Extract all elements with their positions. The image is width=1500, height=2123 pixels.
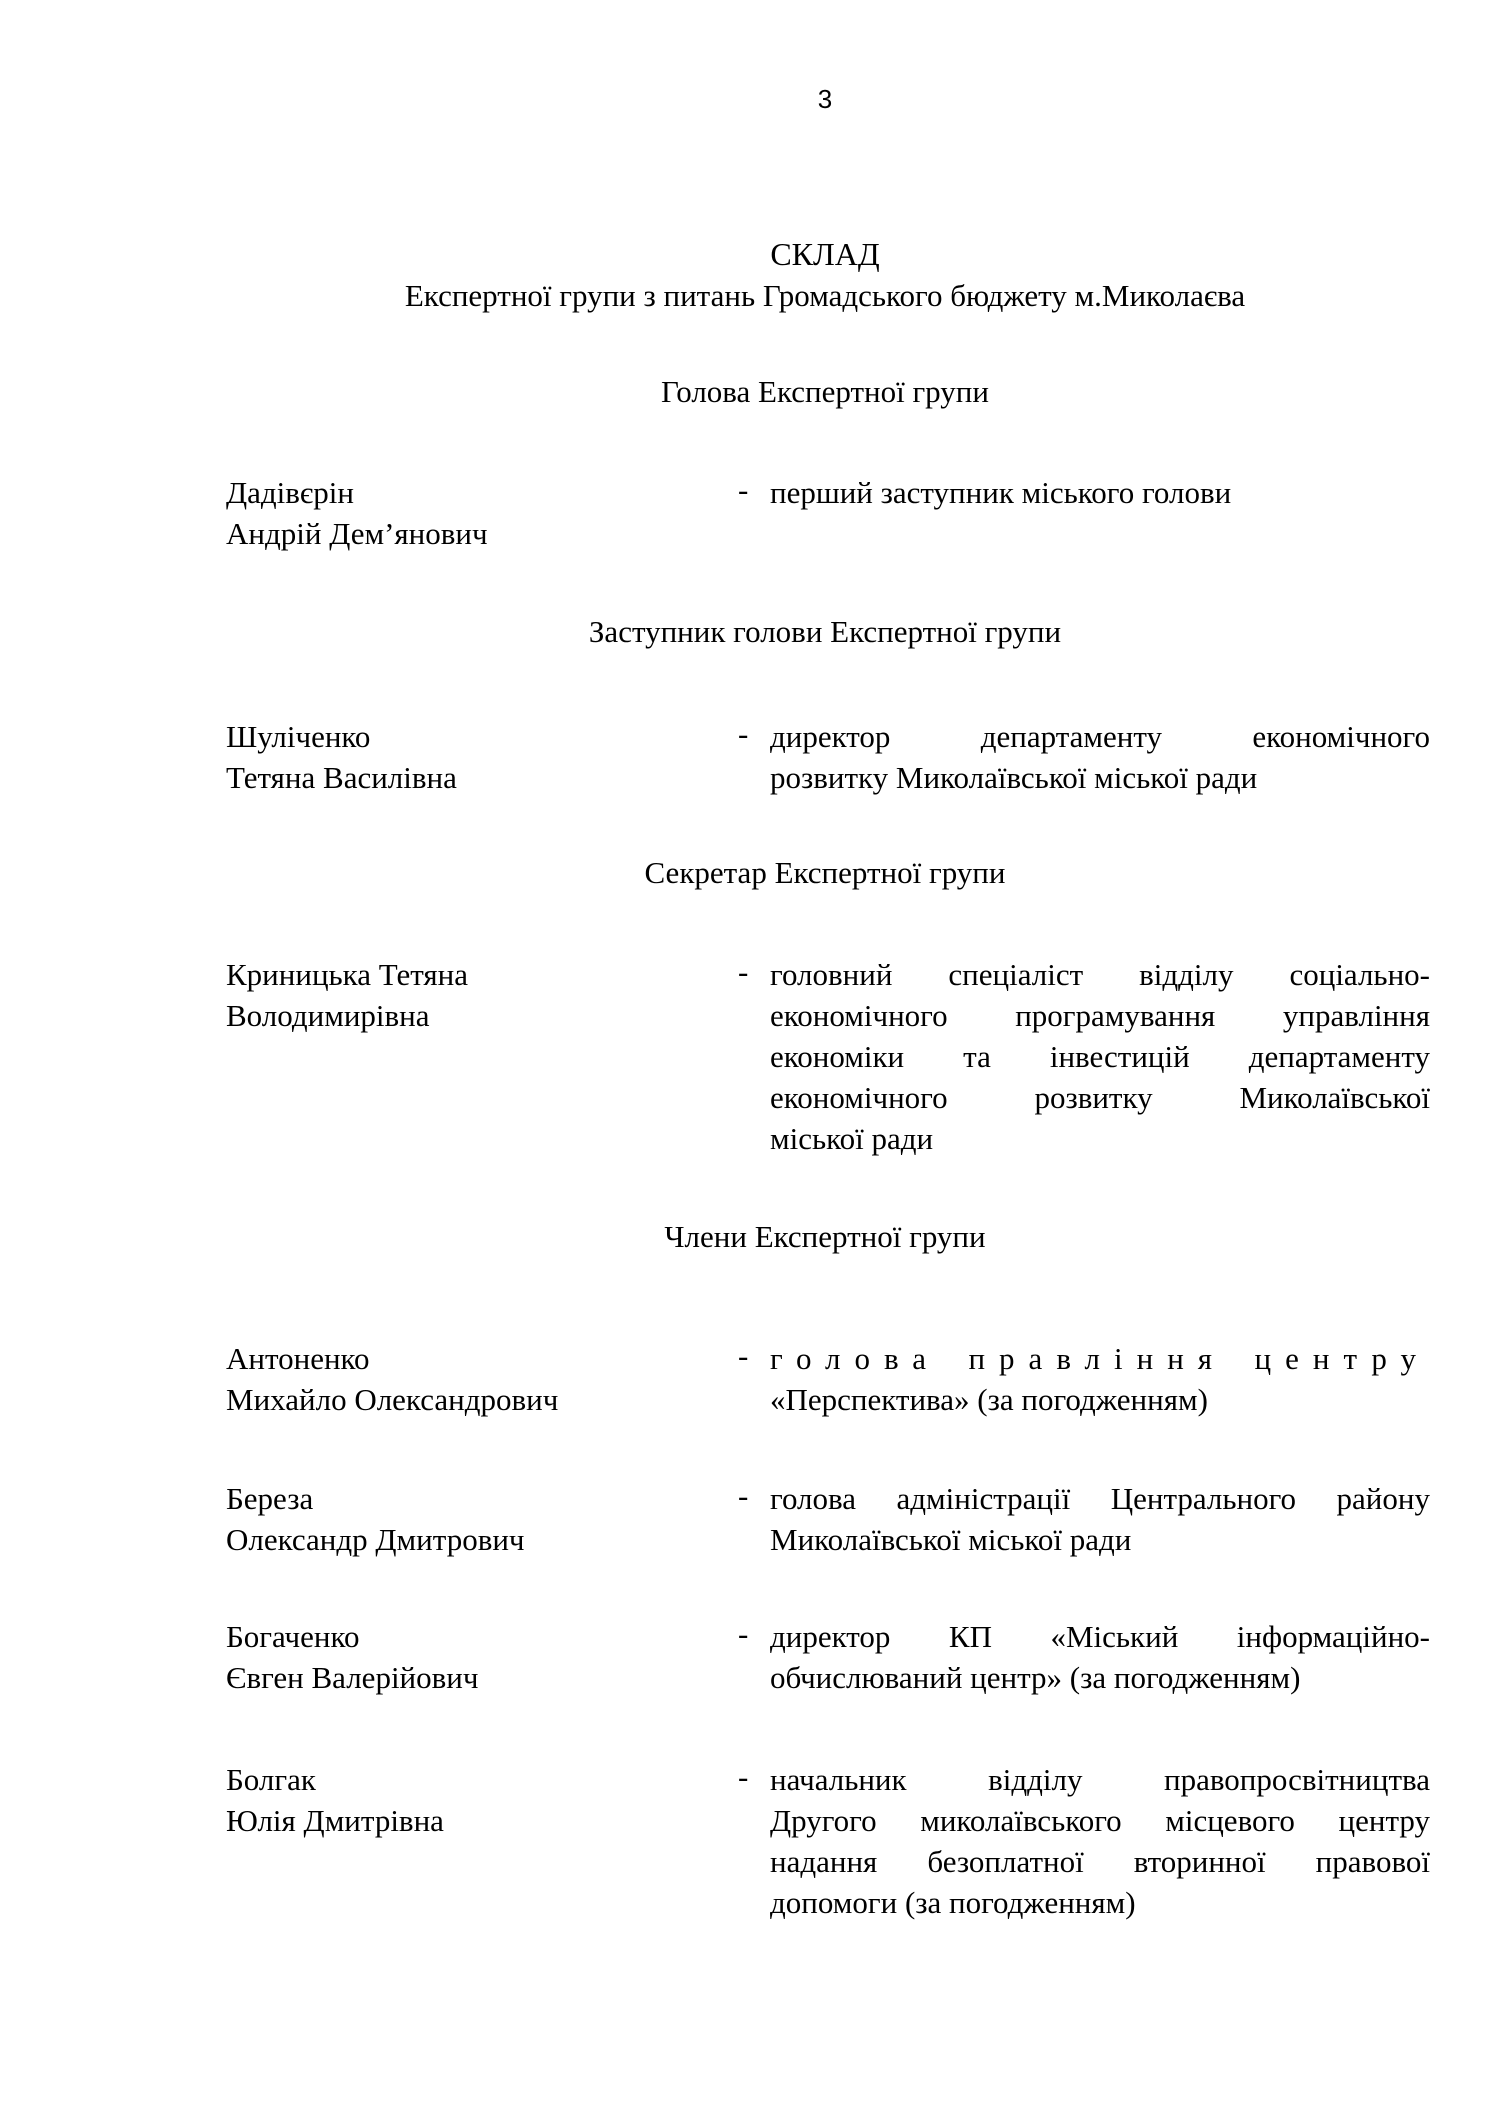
member-given-names: Володимирівна	[226, 998, 430, 1033]
member-position	[770, 1616, 1430, 1698]
position-line: головний спеціаліст відділу соціально-	[770, 957, 1430, 992]
member-dash: -	[738, 954, 749, 989]
member-name	[226, 1759, 444, 1841]
document-subtitle: Експертної групи з питань Громадського бюджету м.Миколаєва	[404, 278, 1246, 313]
position-line: міської ради	[770, 1121, 934, 1156]
position-line: економіки та інвестицій департаменту	[770, 1039, 1430, 1074]
member-given-names: Євген Валерійович	[226, 1660, 479, 1695]
position-line: голова правління центру	[770, 1341, 1430, 1376]
member-position	[770, 1759, 1430, 1923]
member-given-names: Андрій Дем’янович	[226, 516, 488, 551]
member-dash: -	[738, 1478, 749, 1513]
member-surname: Береза	[226, 1481, 314, 1516]
position-line: обчислюваний центр» (за погодженням)	[770, 1660, 1301, 1695]
section-heading-deputy: Заступник голови Експертної групи	[588, 614, 1062, 649]
member-position	[770, 472, 1430, 513]
member-name	[226, 716, 457, 798]
member-name	[226, 472, 488, 554]
member-given-names: Юлія Дмитрівна	[226, 1803, 444, 1838]
member-dash: -	[738, 1616, 749, 1651]
member-position	[770, 954, 1430, 1159]
section-heading-head: Голова Експертної групи	[661, 374, 989, 409]
member-position	[770, 716, 1430, 798]
member-given-names: Олександр Дмитрович	[226, 1522, 525, 1557]
position-line: економічного розвитку Миколаївської	[770, 1080, 1430, 1115]
member-given-names: Михайло Олександрович	[226, 1382, 559, 1417]
member-surname: Криницька Тетяна	[226, 957, 469, 992]
member-name	[226, 1616, 478, 1698]
member-surname: Дадівєрін	[226, 475, 354, 510]
position-line: голова адміністрації Центрального району	[770, 1481, 1430, 1516]
member-surname: Шуліченко	[226, 719, 371, 754]
section-heading-members: Члени Експертної групи	[664, 1219, 986, 1254]
position-line: Другого миколаївського місцевого центру	[770, 1803, 1430, 1838]
member-given-names: Тетяна Василівна	[226, 760, 457, 795]
member-name	[226, 1478, 525, 1560]
position-line: допомоги (за погодженням)	[770, 1885, 1136, 1920]
member-dash: -	[738, 1338, 749, 1373]
document-title: СКЛАД	[770, 236, 880, 272]
member-dash: -	[738, 1759, 749, 1794]
position-line: розвитку Миколаївської міської ради	[770, 760, 1258, 795]
position-line: надання безоплатної вторинної правової	[770, 1844, 1430, 1879]
position-line: директор департаменту економічного	[770, 719, 1430, 754]
position-line: директор КП «Міський інформаційно-	[770, 1619, 1430, 1654]
page-number: 3	[817, 84, 833, 114]
member-name	[226, 1338, 558, 1420]
member-name	[226, 954, 468, 1036]
member-position	[770, 1338, 1430, 1420]
member-surname: Болгак	[226, 1762, 316, 1797]
member-surname: Богаченко	[226, 1619, 360, 1654]
member-surname: Антоненко	[226, 1341, 370, 1376]
member-dash: -	[738, 472, 749, 507]
position-line: економічного програмування управління	[770, 998, 1430, 1033]
member-dash: -	[738, 716, 749, 751]
section-heading-secretary: Секретар Експертної групи	[644, 855, 1006, 890]
position-line: перший заступник міського голови	[770, 475, 1232, 510]
member-position	[770, 1478, 1430, 1560]
position-line: «Перспектива» (за погодженням)	[770, 1382, 1208, 1417]
position-line: начальник відділу правопросвітництва	[770, 1762, 1430, 1797]
position-line: Миколаївської міської ради	[770, 1522, 1132, 1557]
